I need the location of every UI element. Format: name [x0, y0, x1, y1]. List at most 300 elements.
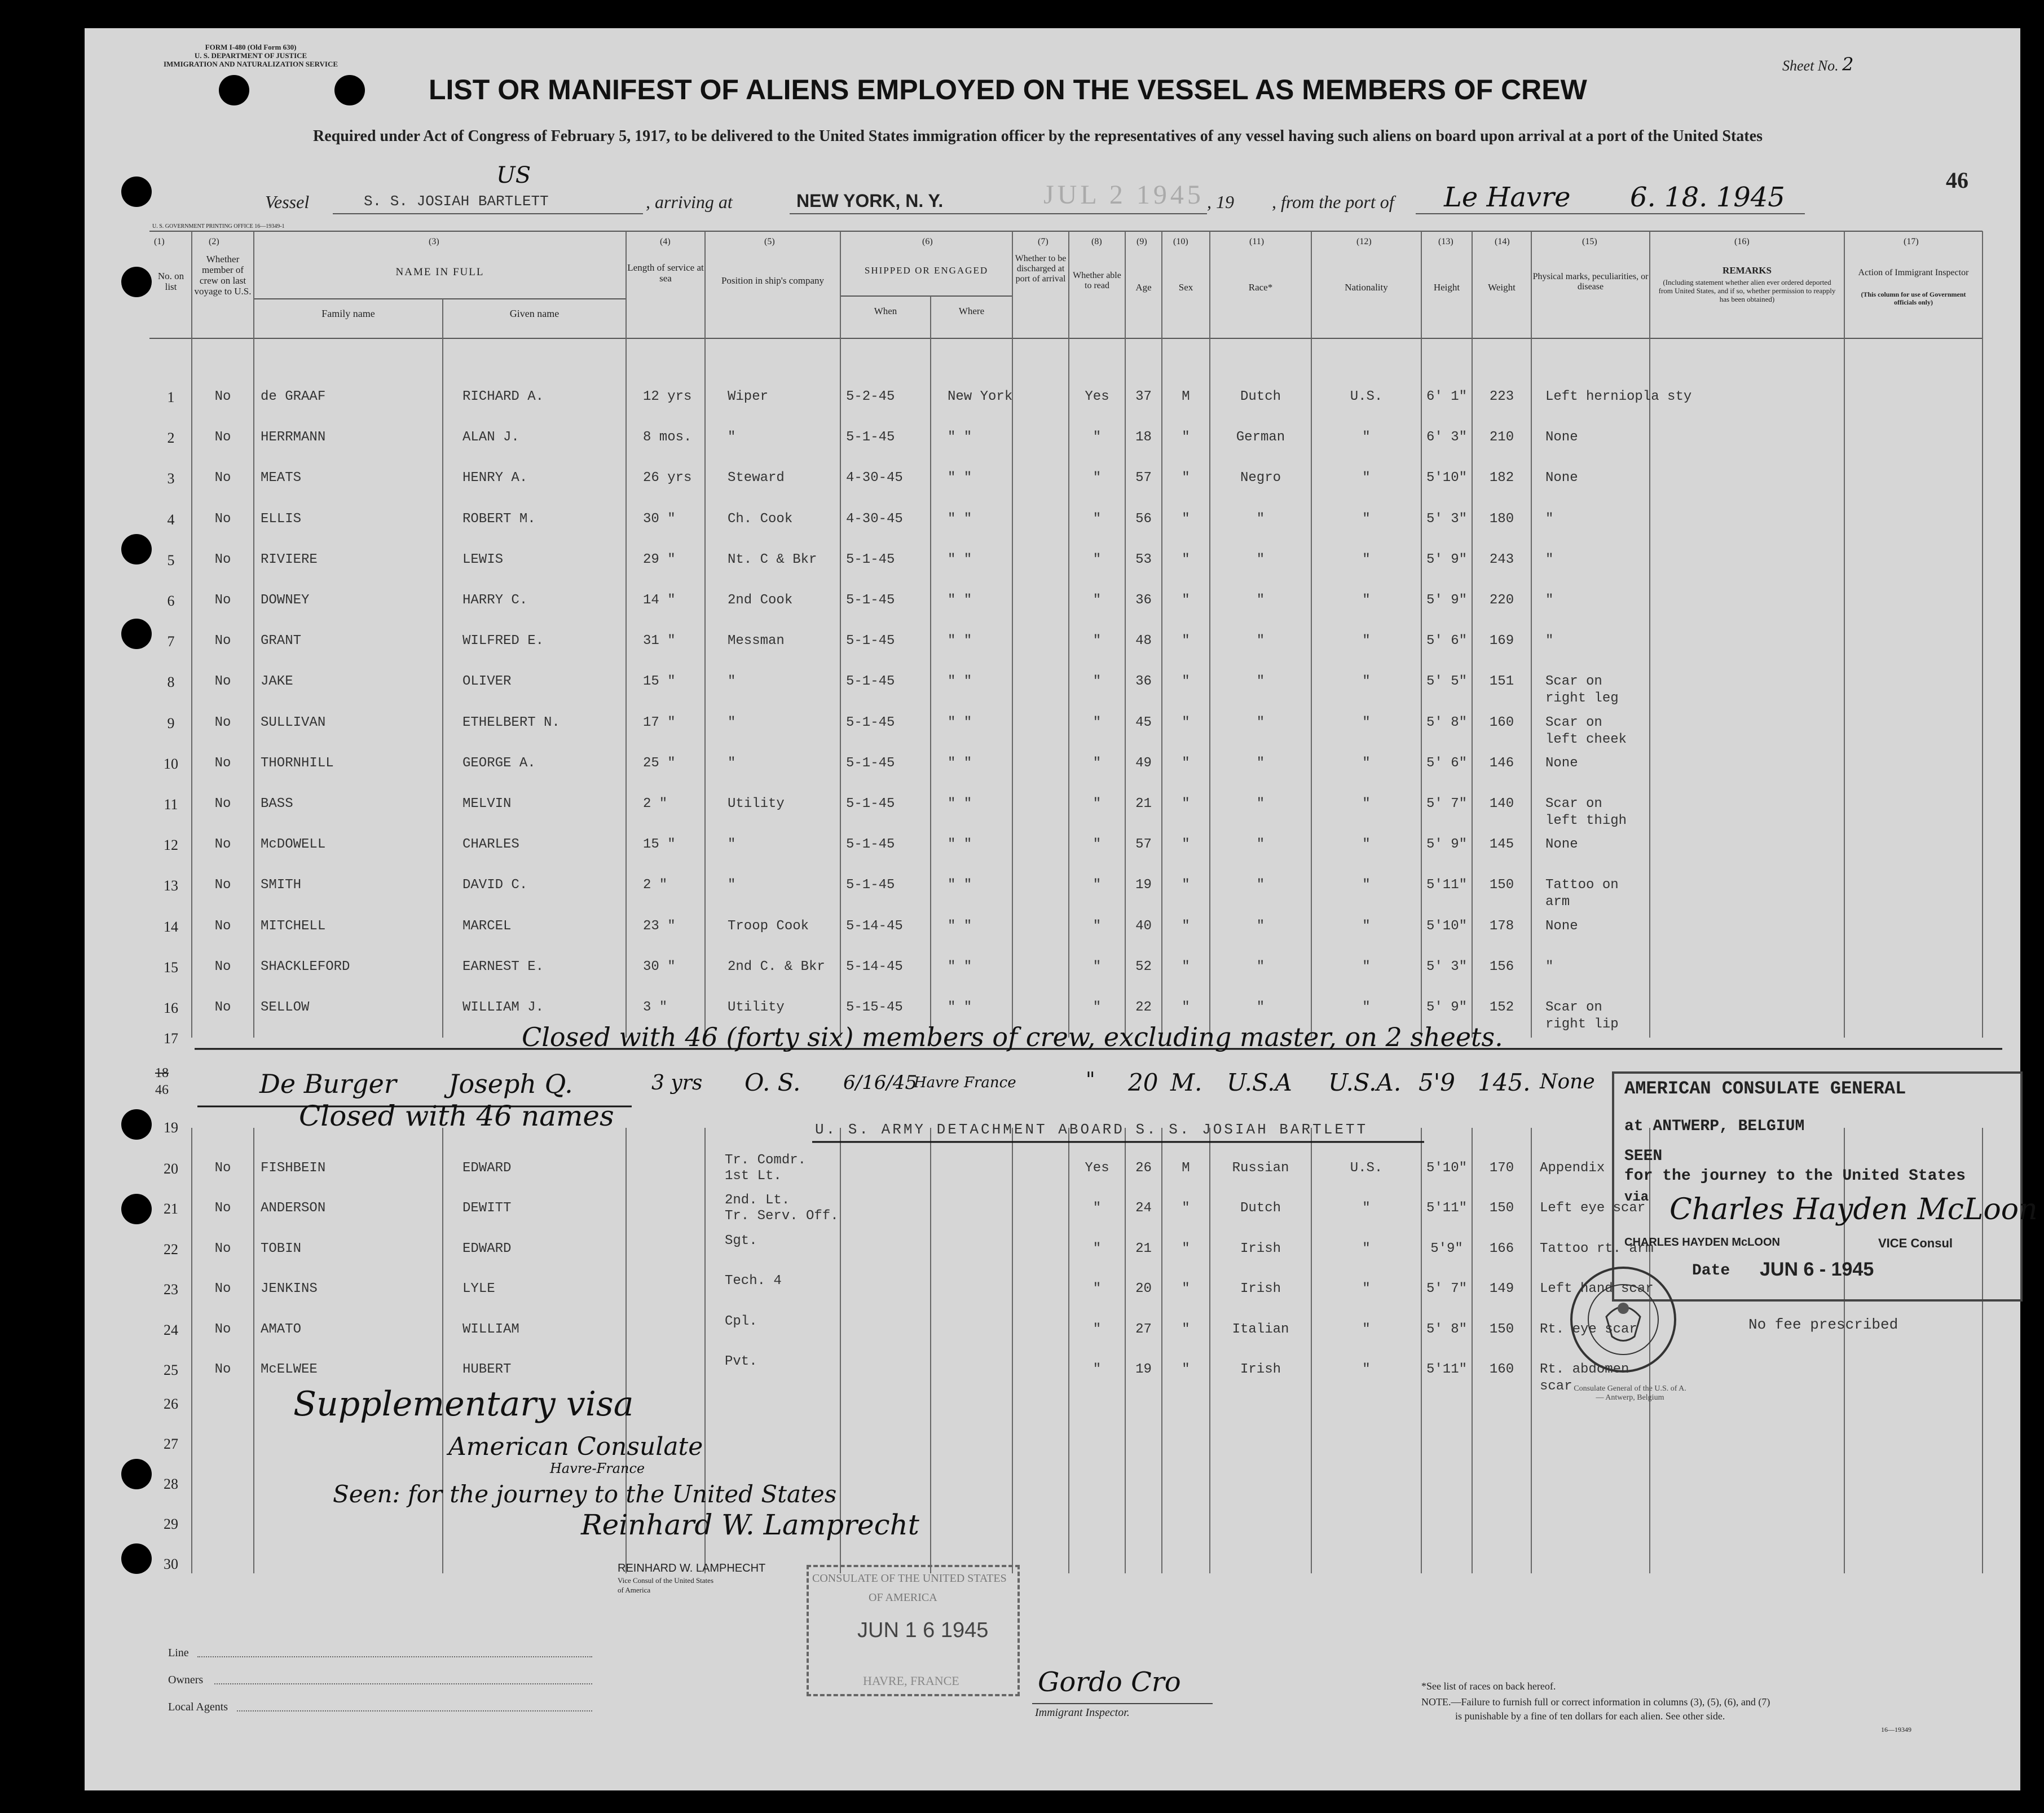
able-to-read: ": [1093, 837, 1102, 853]
header-name-in-full: NAME IN FULL: [395, 266, 484, 278]
sex: M: [1182, 389, 1190, 404]
havre-vice-consul-title: Vice Consul of the United States: [618, 1576, 713, 1585]
sex: ": [1182, 959, 1190, 974]
physical-marks-line2: right leg: [1545, 691, 1619, 707]
engaged-where: " ": [948, 470, 972, 486]
nationality: ": [1362, 877, 1371, 893]
header-able-to-read: Whether able to read: [1073, 271, 1121, 290]
weight: 151: [1489, 674, 1514, 690]
row-number: 1: [167, 389, 175, 405]
sex: ": [1182, 552, 1190, 567]
given-name: Joseph Q.: [448, 1069, 573, 1099]
row-number: 17: [164, 1030, 178, 1047]
sex: ": [1182, 1241, 1190, 1256]
height: 5' 9": [1426, 1000, 1467, 1015]
weight: 150: [1489, 877, 1514, 893]
able-to-read: ": [1093, 430, 1102, 445]
physical-marks: None: [1545, 837, 1578, 853]
row-number: 30: [164, 1556, 178, 1572]
engaged-where: " ": [948, 633, 972, 649]
height: 5'10": [1426, 1161, 1467, 1176]
row-number: 46: [155, 1083, 169, 1097]
height: 6' 1": [1426, 389, 1467, 404]
vice-consul-name: CHARLES HAYDEN McLOON: [1624, 1236, 1780, 1249]
weight: 243: [1489, 552, 1514, 567]
race: ": [1256, 877, 1265, 893]
sex: ": [1182, 755, 1190, 771]
physical-marks: None: [1545, 470, 1578, 486]
physical-marks: ": [1545, 633, 1554, 649]
given-name: WILFRED E.: [462, 633, 544, 649]
nationality: ": [1362, 959, 1371, 974]
physical-marks: Appendix: [1540, 1161, 1605, 1176]
engaged-when: 5-1-45: [846, 633, 895, 649]
weight: 166: [1489, 1241, 1514, 1256]
service-length: 15 ": [643, 674, 676, 690]
engaged-when: 5-14-45: [846, 918, 903, 934]
service-length: 25 ": [643, 755, 676, 771]
age: 53: [1135, 552, 1152, 567]
given-name: EDWARD: [462, 1161, 512, 1176]
age: 22: [1135, 1000, 1152, 1015]
engaged-where: " ": [948, 552, 972, 567]
prior-voyage: No: [214, 1362, 231, 1377]
weight: 150: [1489, 1201, 1514, 1216]
row-number: 10: [164, 755, 178, 772]
height: 5' 6": [1426, 633, 1467, 649]
service-length: 3 yrs: [651, 1071, 703, 1095]
header-family-name: Family name: [321, 308, 375, 319]
height: 5' 5": [1426, 674, 1467, 690]
physical-marks-line2: arm: [1545, 894, 1570, 910]
family-name: FISHBEIN: [261, 1161, 326, 1176]
engaged-when: 5-1-45: [846, 593, 895, 608]
nationality: ": [1362, 1281, 1371, 1297]
height: 5'11": [1426, 1201, 1467, 1216]
engaged-where: " ": [948, 837, 972, 853]
prior-voyage: No: [214, 1321, 231, 1337]
stamp-line: SEEN: [1624, 1148, 1663, 1165]
able-to-read: ": [1093, 714, 1102, 730]
height: 5'9: [1419, 1069, 1455, 1096]
able-to-read: Yes: [1085, 1161, 1109, 1176]
nationality: ": [1362, 755, 1371, 771]
able-to-read: ": [1093, 877, 1102, 893]
row-number: 24: [164, 1321, 178, 1338]
weight: 180: [1489, 511, 1514, 527]
able-to-read: ": [1093, 1281, 1102, 1297]
ship-position: Steward: [728, 470, 785, 486]
service-length: 3 ": [643, 1000, 668, 1015]
age: 40: [1135, 918, 1152, 934]
closing-note: Closed with 46 (forty six) members of crew, excluding master, on 2 sheets.: [522, 1022, 1503, 1052]
engaged-when: 5-1-45: [846, 552, 895, 567]
engaged-when: 5-1-45: [846, 837, 895, 853]
row-number: 12: [164, 837, 178, 854]
header-remarks-sub: (Including statement whether alien ever ordered deported from United States, and if so, whether permission to reapply has been obtained): [1658, 278, 1836, 303]
height: 6' 3": [1426, 430, 1467, 445]
engaged-when: 5-1-45: [846, 877, 895, 893]
engaged-when: 6/16/45: [843, 1071, 918, 1094]
row-number: 11: [164, 796, 178, 813]
able-to-read: ": [1093, 1201, 1102, 1216]
prior-voyage: No: [214, 918, 231, 934]
header-race: Race*: [1248, 282, 1273, 293]
prior-voyage: No: [214, 1000, 231, 1015]
service-length: 8 mos.: [643, 430, 692, 445]
engaged-when: 5-1-45: [846, 796, 895, 811]
given-name: HARRY C.: [462, 593, 528, 608]
races-note: *See list of races on back hereof.: [1421, 1680, 1556, 1692]
height: 5'11": [1426, 1362, 1467, 1377]
engaged-when: 4-30-45: [846, 511, 903, 527]
race: ": [1256, 674, 1265, 690]
havre-france: Havre-France: [550, 1461, 645, 1476]
prior-voyage: No: [214, 593, 231, 608]
family-name: TOBIN: [261, 1241, 302, 1256]
physical-marks: None: [1545, 430, 1578, 445]
prior-voyage: No: [214, 470, 231, 486]
family-name: McDOWELL: [261, 837, 326, 853]
age: 36: [1135, 674, 1152, 690]
able-to-read: ": [1093, 1362, 1102, 1377]
weight: 220: [1489, 593, 1514, 608]
able-to-read: ": [1093, 674, 1102, 690]
prior-voyage: No: [214, 552, 231, 567]
able-to-read: ": [1093, 796, 1102, 811]
age: 26: [1135, 1161, 1152, 1176]
prior-voyage: No: [214, 837, 231, 853]
sex: ": [1182, 1362, 1190, 1377]
given-name: GEORGE A.: [462, 755, 536, 771]
age: 52: [1135, 959, 1152, 974]
immigrant-inspector-signature: Gordo Cro: [1038, 1666, 1181, 1698]
service-length: 30 ": [643, 511, 676, 527]
family-name: ELLIS: [261, 511, 302, 527]
sex: M.: [1170, 1069, 1202, 1096]
rank: Sgt.: [725, 1233, 757, 1249]
header-when: When: [874, 306, 897, 316]
able-to-read: ": [1093, 593, 1102, 608]
age: 49: [1135, 755, 1152, 771]
nationality: ": [1362, 796, 1371, 811]
age: 56: [1135, 511, 1152, 527]
row-number: 7: [167, 633, 175, 650]
rank-line2: 1st Lt.: [725, 1168, 782, 1184]
engaged-when: 5-1-45: [846, 714, 895, 730]
physical-marks: Scar on: [1545, 1000, 1602, 1015]
family-name: DOWNEY: [261, 593, 310, 608]
family-name: MEATS: [261, 470, 302, 486]
row-number: 28: [164, 1476, 178, 1492]
physical-marks: ": [1545, 511, 1554, 527]
row-number-struck: 18: [155, 1066, 169, 1080]
stamp-place: HAVRE, FRANCE: [863, 1674, 959, 1688]
physical-marks-line2: left cheek: [1545, 731, 1627, 747]
nationality: ": [1362, 633, 1371, 649]
sex: ": [1182, 1201, 1190, 1216]
physical-marks: None: [1540, 1070, 1595, 1093]
given-name: ROBERT M.: [462, 511, 536, 527]
family-name: SMITH: [261, 877, 302, 893]
race: ": [1256, 511, 1265, 527]
nationality: ": [1362, 593, 1371, 608]
race: ": [1256, 714, 1265, 730]
able-to-read: ": [1086, 1069, 1095, 1092]
weight: 223: [1489, 389, 1514, 404]
family-name: De Burger: [259, 1069, 397, 1099]
row-number: 9: [167, 714, 175, 731]
height: 5' 3": [1426, 959, 1467, 974]
height: 5' 8": [1426, 1321, 1467, 1337]
printing-office: U. S. GOVERNMENT PRINTING OFFICE 16—19349-1: [152, 223, 285, 230]
stamp-date-label: Date: [1692, 1262, 1730, 1280]
nationality: ": [1362, 674, 1371, 690]
engaged-where: Havre France: [914, 1074, 1016, 1091]
age: 57: [1135, 837, 1152, 853]
family-name: ANDERSON: [261, 1201, 326, 1216]
sex: ": [1182, 1281, 1190, 1297]
supplementary-visa: Supplementary visa: [293, 1384, 634, 1424]
race: ": [1256, 796, 1265, 811]
family-name: AMATO: [261, 1321, 302, 1337]
fine-note-2: is punishable by a fine of ten dollars for each alien. See other side.: [1455, 1710, 1725, 1722]
physical-marks: Rt. eye scar: [1540, 1321, 1637, 1337]
weight: 150: [1489, 1321, 1514, 1337]
given-name: MELVIN: [462, 796, 512, 811]
sex: ": [1182, 511, 1190, 527]
race: ": [1256, 837, 1265, 853]
havre-vice-consul-name: REINHARD W. LAMPHECHT: [618, 1562, 766, 1574]
owners-label: Owners: [168, 1674, 204, 1686]
engaged-where: " ": [948, 959, 972, 974]
able-to-read: ": [1093, 552, 1102, 567]
row-number: 15: [164, 959, 178, 976]
able-to-read: ": [1093, 918, 1102, 934]
vessel-name: S. S. JOSIAH BARTLETT: [364, 193, 549, 210]
form-code: 16—19349: [1881, 1726, 1911, 1733]
engaged-where: " ": [948, 714, 972, 730]
engaged-when: 5-14-45: [846, 959, 903, 974]
weight: 149: [1489, 1281, 1514, 1297]
rank: Pvt.: [725, 1354, 757, 1369]
family-name: MITCHELL: [261, 918, 326, 934]
local-agents-label: Local Agents: [168, 1701, 228, 1713]
row-number: 14: [164, 918, 178, 935]
sex: ": [1182, 430, 1190, 445]
nationality: ": [1362, 552, 1371, 567]
engaged-where: " ": [948, 1000, 972, 1015]
physical-marks: Scar on: [1545, 796, 1602, 811]
physical-marks: Scar on: [1545, 674, 1602, 690]
race: Irish: [1240, 1281, 1281, 1297]
height: 5' 9": [1426, 552, 1467, 567]
weight: 178: [1489, 918, 1514, 934]
rank: Cpl.: [725, 1313, 757, 1329]
prior-voyage: No: [214, 714, 231, 730]
prior-voyage: No: [214, 389, 231, 404]
ship-position: Messman: [728, 633, 785, 649]
engaged-when: 5-1-45: [846, 430, 895, 445]
row-number: 6: [167, 593, 175, 609]
rank: Tech. 4: [725, 1273, 782, 1289]
height: 5' 8": [1426, 714, 1467, 730]
given-name: WILLIAM: [462, 1321, 519, 1337]
arriving-label: , arriving at: [646, 192, 733, 212]
race: Irish: [1240, 1362, 1281, 1377]
service-length: 2 ": [643, 796, 668, 811]
arrival-date-stamp: JUL 2 1945: [1043, 180, 1204, 210]
vessel-note: US: [496, 162, 531, 188]
ship-position: Troop Cook: [728, 918, 809, 934]
row-number: 25: [164, 1362, 178, 1378]
family-name: BASS: [261, 796, 293, 811]
header-sex: Sex: [1178, 282, 1193, 293]
family-name: SHACKLEFORD: [261, 959, 350, 974]
nationality: ": [1362, 837, 1371, 853]
ship-position: ": [728, 877, 736, 893]
age: 21: [1135, 796, 1152, 811]
height: 5'11": [1426, 877, 1467, 893]
header-discharged: Whether to be discharged at port of arrival: [1015, 254, 1067, 284]
physical-marks: Left herniopla sty: [1545, 389, 1692, 404]
header-physical-marks: Physical marks, peculiarities, or disease: [1532, 272, 1649, 292]
service-length: 30 ": [643, 959, 676, 974]
ship-position: Utility: [728, 796, 785, 811]
header-shipped-engaged: SHIPPED OR ENGAGED: [864, 265, 989, 276]
ship-position: 2nd Cook: [728, 593, 793, 608]
race: Italian: [1232, 1321, 1289, 1337]
header-where: Where: [958, 306, 985, 316]
physical-marks: None: [1545, 918, 1578, 934]
sex: ": [1182, 837, 1190, 853]
form-id: FORM I-480 (Old Form 630) U. S. DEPARTMENT OF JUSTICE IMMIGRATION AND NATURALIZATION SERVICE: [164, 43, 338, 68]
army-detachment-heading: U. S. ARMY DETACHMENT ABOARD S. S. JOSIAH BARTLETT: [815, 1121, 1368, 1138]
header-position: Position in ship's company: [721, 275, 825, 286]
ship-position: ": [728, 714, 736, 730]
engaged-when: 5-2-45: [846, 389, 895, 404]
consular-seal-icon: [1567, 1263, 1680, 1376]
height: 5'10": [1426, 470, 1467, 486]
sex: ": [1182, 877, 1190, 893]
physical-marks: Left eye scar: [1540, 1201, 1646, 1216]
able-to-read: ": [1093, 755, 1102, 771]
header-height: Height: [1433, 282, 1460, 293]
physical-marks: Tattoo on: [1545, 877, 1619, 893]
row-number: 16: [164, 1000, 178, 1016]
able-to-read: ": [1093, 959, 1102, 974]
given-name: EDWARD: [462, 1241, 512, 1256]
row-number: 27: [164, 1436, 178, 1452]
age: 45: [1135, 714, 1152, 730]
prior-voyage: No: [214, 430, 231, 445]
stamp-line: for the journey to the United States: [1624, 1167, 1966, 1185]
height: 5'9": [1430, 1241, 1463, 1256]
nationality: ": [1362, 1201, 1371, 1216]
stamp-line: AMERICAN CONSULATE GENERAL: [1624, 1078, 1906, 1099]
age: 21: [1135, 1241, 1152, 1256]
given-name: RICHARD A.: [462, 389, 544, 404]
header-nationality: Nationality: [1345, 282, 1388, 293]
engaged-when: 5-1-45: [846, 674, 895, 690]
able-to-read: ": [1093, 470, 1102, 486]
family-name: McELWEE: [261, 1362, 318, 1377]
row-number: 23: [164, 1281, 178, 1298]
age: 37: [1135, 389, 1152, 404]
engaged-where: " ": [948, 511, 972, 527]
ship-position: Utility: [728, 1000, 785, 1015]
given-name: EARNEST E.: [462, 959, 544, 974]
family-name: de GRAAF: [261, 389, 326, 404]
header-remarks: REMARKS: [1723, 265, 1772, 276]
nationality: U.S.: [1350, 389, 1383, 404]
service-length: 15 ": [643, 837, 676, 853]
race: ": [1256, 1000, 1265, 1015]
nationality: U.S.: [1350, 1161, 1383, 1176]
ship-position: 2nd C. & Bkr: [728, 959, 825, 974]
line-label: Line: [168, 1647, 189, 1659]
rank: Tr. Comdr.: [725, 1153, 807, 1168]
given-name: CHARLES: [462, 837, 519, 853]
height: 5' 3": [1426, 511, 1467, 527]
row-number: 19: [164, 1119, 178, 1136]
age: 36: [1135, 593, 1152, 608]
race: ": [1256, 552, 1265, 567]
physical-marks: ": [1545, 552, 1554, 567]
service-length: 23 ": [643, 918, 676, 934]
prior-voyage: No: [214, 1241, 231, 1256]
nationality: ": [1362, 430, 1371, 445]
row-number: 2: [167, 430, 175, 447]
havre-stamp-date: JUN 1 6 1945: [857, 1618, 989, 1642]
header-no-on-list: No. on list: [157, 271, 184, 292]
age: 18: [1135, 430, 1152, 445]
row-number: 3: [167, 470, 175, 487]
physical-marks-line2: left thigh: [1545, 813, 1627, 828]
physical-marks: ": [1545, 593, 1554, 608]
service-length: 2 ": [643, 877, 668, 893]
nationality: ": [1362, 1321, 1371, 1337]
sex: ": [1182, 714, 1190, 730]
rank: 2nd. Lt.: [725, 1193, 790, 1208]
height: 5' 9": [1426, 837, 1467, 853]
engaged-where: " ": [948, 796, 972, 811]
row-number: 29: [164, 1516, 178, 1532]
able-to-read: Yes: [1085, 389, 1109, 404]
nationality: ": [1362, 511, 1371, 527]
height: 5' 6": [1426, 755, 1467, 771]
family-name: THORNHILL: [261, 755, 334, 771]
given-name: MARCEL: [462, 918, 512, 934]
physical-marks: Left hand scar: [1540, 1281, 1654, 1297]
service-length: 12 yrs: [643, 389, 692, 404]
ship-position: O. S.: [745, 1069, 801, 1096]
physical-marks: Scar on: [1545, 714, 1602, 730]
departure-port: Le Havre: [1444, 182, 1571, 213]
fine-note: NOTE.—Failure to furnish full or correct information in columns (3), (5), (6), and (7): [1421, 1696, 1770, 1708]
header-given-name: Given name: [509, 308, 560, 319]
sex: ": [1182, 918, 1190, 934]
given-name: LEWIS: [462, 552, 504, 567]
engaged-where: " ": [948, 430, 972, 445]
race: Dutch: [1240, 389, 1281, 404]
ship-position: Nt. C & Bkr: [728, 552, 817, 567]
havre-vice-consul-signature: Reinhard W. Lamprecht: [581, 1508, 919, 1541]
vice-consul-signature: Charles Hayden McLoon: [1669, 1193, 2038, 1227]
family-name: RIVIERE: [261, 552, 318, 567]
year-label: , 19: [1207, 192, 1234, 212]
nationality: ": [1362, 470, 1371, 486]
